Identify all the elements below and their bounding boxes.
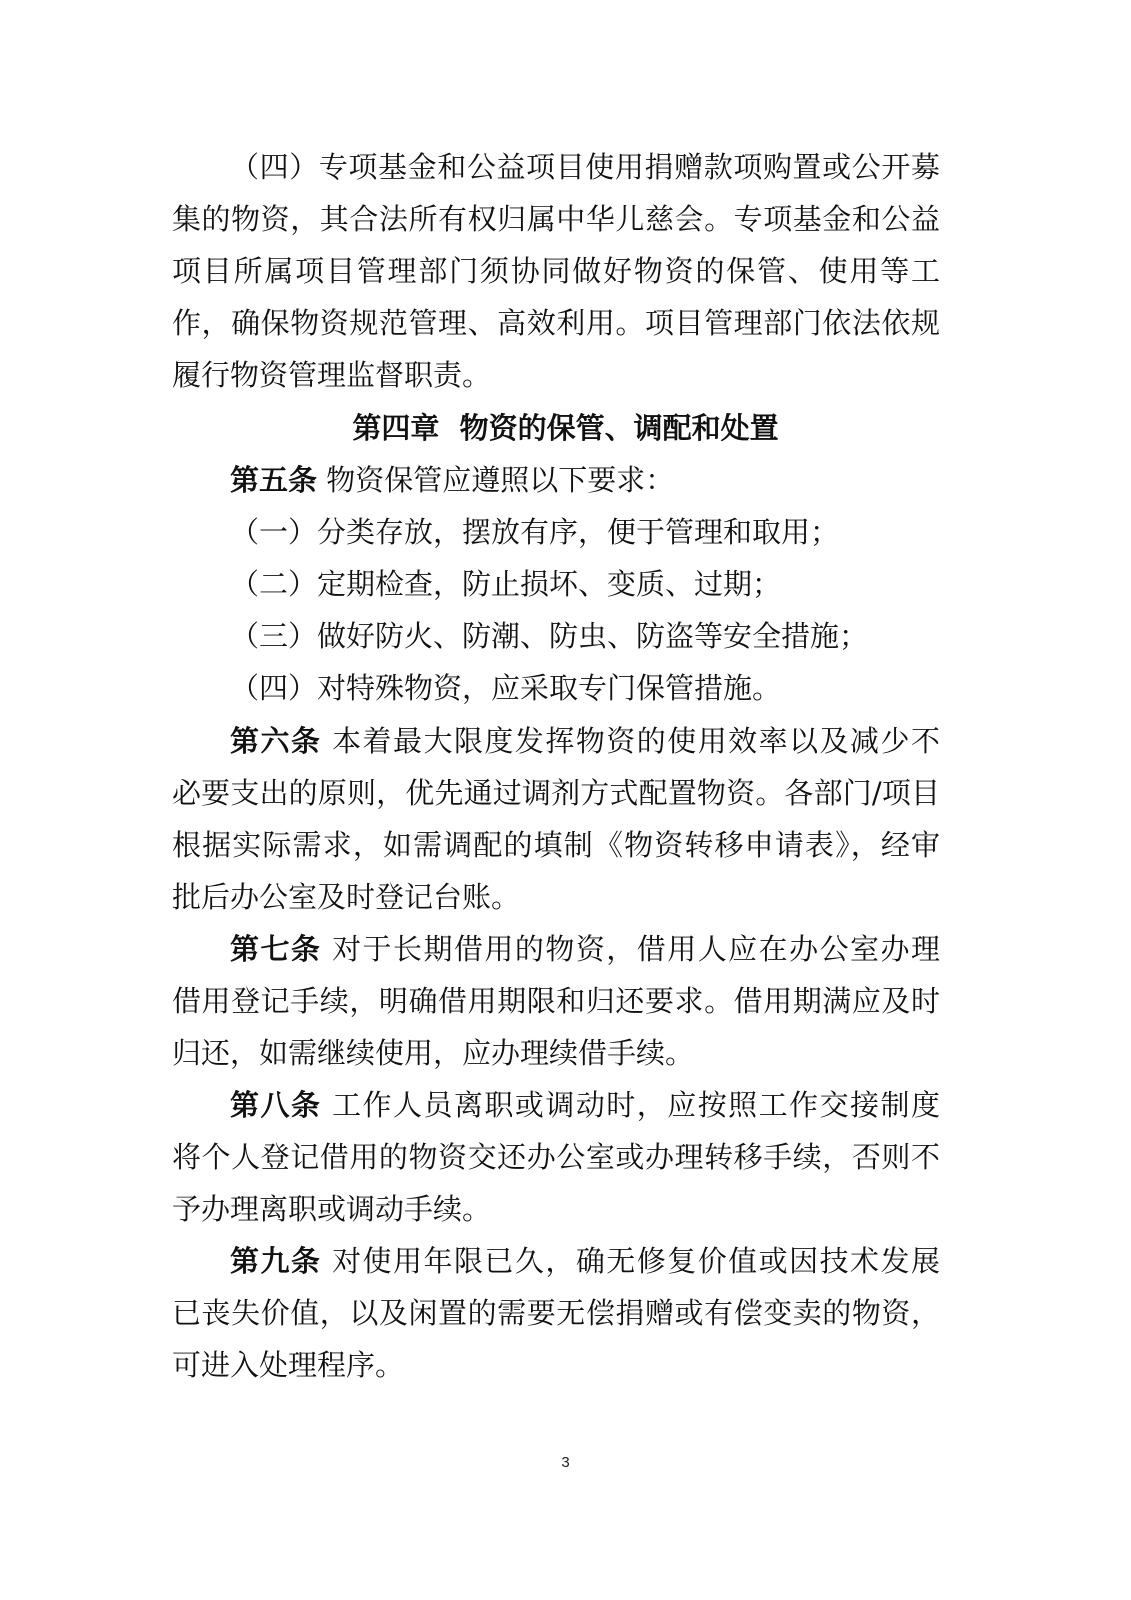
article-label: 第五条: [230, 463, 318, 497]
article-text: 物资保管应遵照以下要求：: [317, 463, 675, 497]
article-text: 本着最大限度发挥物资的使用效率以及减少不: [321, 724, 940, 758]
paragraph-line: 项目所属项目管理部门须协同做好物资的保管、使用等工: [172, 254, 940, 288]
article-6-heading: [230, 717, 940, 765]
paragraph-line: 将个人登记借用的物资交还办公室或办理转移手续，否则不: [172, 1140, 940, 1174]
paragraph-line: 可进入处理程序。: [172, 1348, 405, 1382]
article-text: 工作人员离职或调动时，应按照工作交接制度: [321, 1088, 940, 1122]
chapter-title: 第四章 物资的保管、调配和处置: [352, 411, 779, 445]
page-number: 3: [561, 1454, 570, 1471]
paragraph-line: 集的物资，其合法所有权归属中华儿慈会。专项基金和公益: [172, 202, 940, 236]
article-label: 第六条: [230, 724, 322, 758]
paragraph-line: （四）专项基金和公益项目使用捐赠款项购置或公开募: [230, 150, 940, 184]
list-item: （二）定期检查，防止损坏、变质、过期；: [230, 567, 782, 601]
paragraph-line: 履行物资管理监督职责。: [172, 358, 492, 392]
article-text: 对于长期借用的物资，借用人应在办公室办理: [321, 932, 940, 966]
article-9-heading: [230, 1237, 940, 1285]
article-5-heading: [230, 456, 940, 504]
paragraph-line: 归还，如需继续使用，应办理续借手续。: [172, 1036, 695, 1070]
paragraph-line: 借用登记手续，明确借用期限和归还要求。借用期满应及时: [172, 984, 940, 1018]
paragraph-line: 予办理离职或调动手续。: [172, 1192, 492, 1226]
paragraph-line: 批后办公室及时登记台账。: [172, 880, 521, 914]
paragraph-line: 已丧失价值，以及闲置的需要无偿捐赠或有偿变卖的物资，: [172, 1296, 940, 1330]
article-8-heading: [230, 1081, 940, 1129]
list-item: （四）对特殊物资，应采取专门保管措施。: [230, 671, 782, 705]
paragraph-line: 根据实际需求，如需调配的填制《物资转移申请表》，经审: [172, 828, 940, 862]
list-item: （一）分类存放，摆放有序，便于管理和取用；: [230, 515, 840, 549]
article-label: 第八条: [230, 1088, 322, 1122]
article-7-heading: [230, 925, 940, 973]
paragraph-line: 作，确保物资规范管理、高效利用。项目管理部门依法依规: [172, 306, 940, 340]
paragraph-line: 必要支出的原则，优先通过调剂方式配置物资。各部门/项目: [172, 776, 940, 810]
article-label: 第九条: [230, 1244, 322, 1278]
article-label: 第七条: [230, 932, 322, 966]
list-item: （三）做好防火、防潮、防虫、防盗等安全措施；: [230, 619, 869, 653]
article-text: 对使用年限已久，确无修复价值或因技术发展: [321, 1244, 940, 1278]
